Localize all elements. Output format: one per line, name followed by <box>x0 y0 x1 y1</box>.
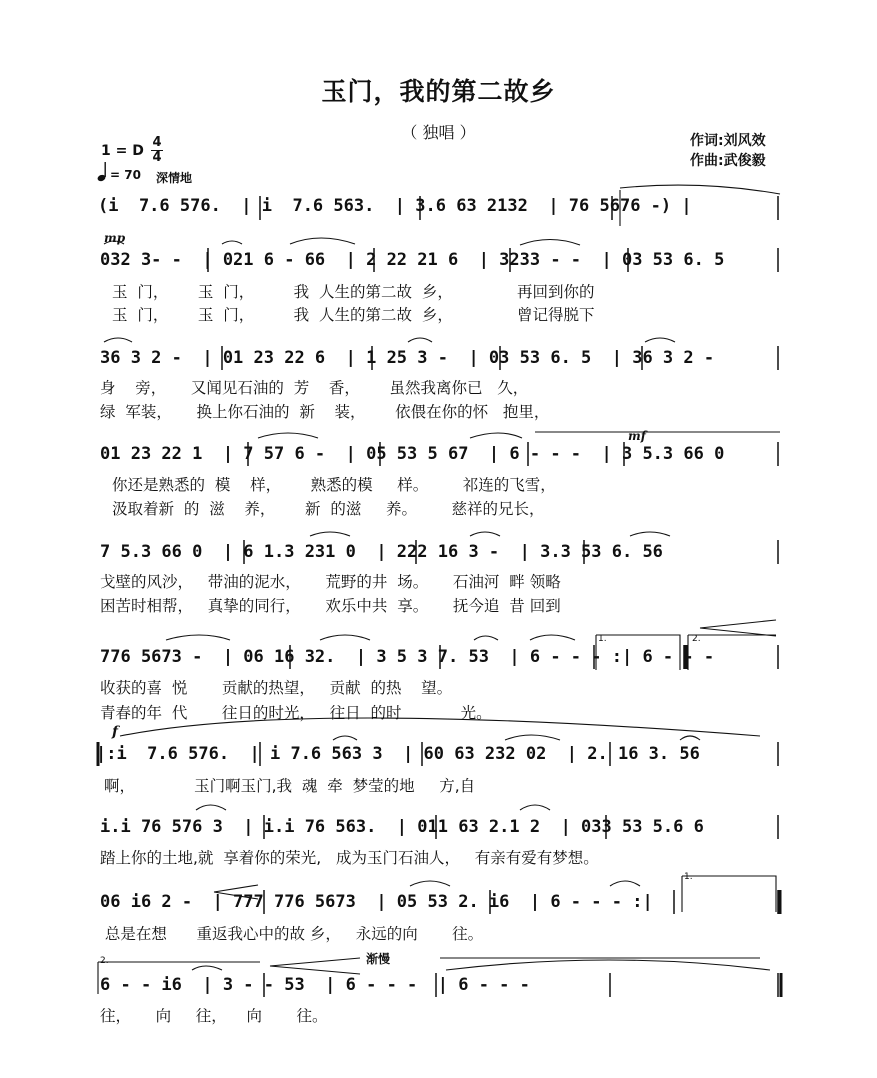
expression-marking: 深情地 <box>156 171 193 185</box>
lyric-line-4-verse-1: 你还是熟悉的 模 样， 熟悉的模 样。 祁连的飞雪， <box>112 476 556 494</box>
notation-line-4: 01 23 22 1 | 7 57 6 - | 05 53 5 67 | 6 - - - | 3 5.3 66 0 <box>100 444 725 464</box>
tempo-marking: = 70 <box>110 168 141 182</box>
performance-type: （ 独唱 ） <box>401 123 476 142</box>
composer-credit: 作曲:武俊毅 <box>690 153 766 169</box>
time-signature-bottom: 4 <box>152 150 162 165</box>
notation-line-1: (i 7.6 576. | i 7.6 563. | 3.6 63 2132 | 76 5676 -) | <box>98 196 692 216</box>
lyric-line-5-verse-2: 困苦时相帮， 真挚的同行， 欢乐中共 享。 抚今追 昔 回到 <box>100 597 561 615</box>
lyricist-credit: 作词:刘风效 <box>690 133 766 149</box>
first-ending-label-2: 1. <box>684 872 693 882</box>
notation-line-3: 36 3 2 - | 01 23 22 6 | 1 25 3 - | 03 53 6. 5 | 36 3 2 - <box>100 348 715 368</box>
notation-line-10: 6 - - i6 | 3 - - 53 | 6 - - - | 6 - - - <box>100 975 530 995</box>
lyric-line-3-verse-1: 身 旁， 又闻见石油的 芳 香， 虽然我离你已 久， <box>100 379 529 397</box>
notation-line-8: i.i 76 576 3 | i.i 76 563. | 011 63 2.1 2 | 033 53 5.6 6 <box>100 817 704 837</box>
key-signature: 1 = D <box>101 143 144 159</box>
lyric-line-7: 啊， 玉门啊玉门,我 魂 牵 梦莹的地 方,自 <box>104 777 476 795</box>
notation-line-5: 7 5.3 66 0 | 6 1.3 231 0 | 222 16 3 - | 3.3 53 6. 56 <box>100 542 663 562</box>
notation-line-2: 032 3- - | 021 6 - 66 | 2 22 21 6 | 3233 - - | 03 53 6. 5 <box>100 250 725 270</box>
lyric-line-4-verse-2: 汲取着新 的 滋 养， 新 的滋 养。 慈祥的兄长， <box>112 500 545 518</box>
second-ending-label: 2. <box>692 634 701 644</box>
lyric-line-6-verse-1: 收获的喜 悦 贡献的热望， 贡献 的热 望。 <box>100 679 453 697</box>
notation-line-6: 776 5673 - | 06 16 32. | 3 5 3 7. 53 | 6 - - - :| 6 - - - <box>100 647 715 667</box>
first-ending-label: 1. <box>598 634 607 644</box>
lyric-line-8: 踏上你的土地,就 享着你的荣光, 成为玉门石油人， 有亲有爱有梦想。 <box>100 849 599 867</box>
song-title: 玉门，我的第二故乡 <box>321 77 556 106</box>
second-ending-label-2: 2. <box>100 956 109 966</box>
lyric-line-9: 总是在想 重返我心中的故 乡， 永远的向 往。 <box>100 925 484 943</box>
lyric-line-5-verse-1: 戈壁的风沙， 带油的泥水， 荒野的井 场。 石油河 畔 领略 <box>100 573 561 591</box>
dynamic-mf: mf <box>628 429 646 443</box>
lyric-line-3-verse-2: 绿 军装， 换上你石油的 新 装， 依偎在你的怀 抱里， <box>100 403 550 421</box>
lyric-line-2-verse-2: 玉 门， 玉 门， 我 人生的第二故 乡， 曾记得脱下 <box>112 306 595 324</box>
time-signature-top: 4 <box>152 135 162 150</box>
lyric-line-10: 往， 向 往， 向 往。 <box>100 1007 328 1025</box>
gradual-slowing: 渐慢 <box>366 952 391 966</box>
notation-line-9: 06 i6 2 - | 777 776 5673 | 05 53 2. i6 | 6 - - - :| <box>100 892 653 912</box>
lyric-line-6-verse-2: 青春的年 代 往日的时光， 往日 的时 光。 <box>100 704 492 722</box>
dynamic-mp: mp <box>104 231 126 245</box>
dynamic-f: f <box>112 724 119 740</box>
lyric-line-2-verse-1: 玉 门， 玉 门， 我 人生的第二故 乡， 再回到你的 <box>112 283 595 301</box>
notation-line-7: |:i 7.6 576. | i 7.6 563 3 | 60 63 232 02 | 2. 16 3. 56 <box>96 744 700 764</box>
